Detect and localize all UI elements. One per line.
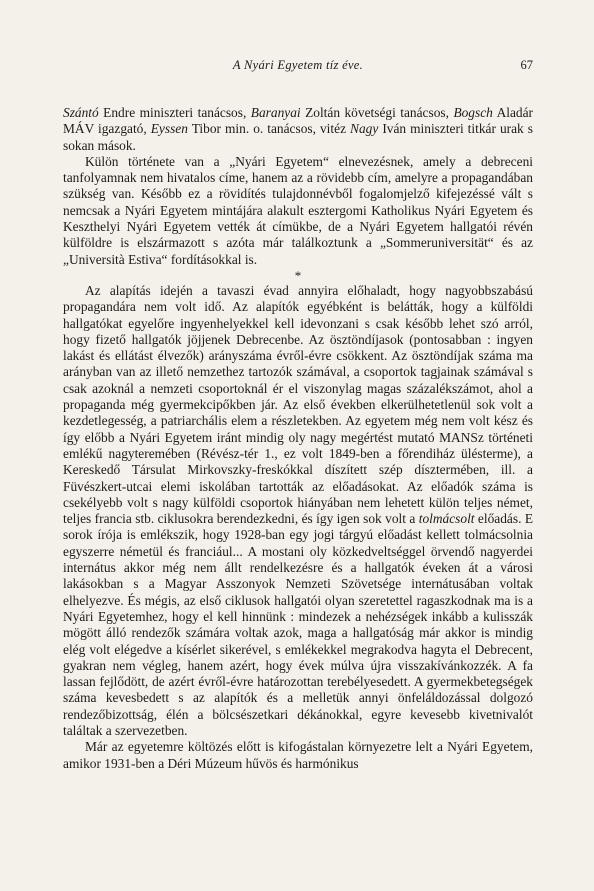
text-segment: Külön története van a „Nyári Egyetem“ elnevezésnek, amely a debreceni tanfolyamnak nem hivatalos címe, hanem az a rövidebb cím, amelyre a propagandában szükség van. Később ez a rövidítés tulajdonnévből fogalomjelző kifejezéssé vált s nemcsak a Nyári Egyetem mintájára alakult esztergomi Katholikus Nyári Egyetem és Keszthelyi Nyári Egyetem vették át címükbe, de a Nyári Egyetem hallgatói révén külföldre is elszármazott s azóta már találkoztunk a „Sommeruniversität“ és az „Università Estiva“ fordításokkal is.	[63, 153, 533, 267]
running-title: A Nyári Egyetem tíz éve.	[232, 58, 364, 72]
italic-name: Baranyai	[250, 105, 301, 120]
text-segment: Tibor min. o. tanácsos, vitéz	[187, 121, 351, 137]
paragraph	[63, 154, 533, 268]
italic-name: tolmácsolt	[418, 511, 475, 527]
section-separator: *	[294, 267, 302, 283]
italic-name: Bogsch	[453, 105, 493, 120]
text-segment: Iván miniszteri titkár urak s sokan mások.	[63, 121, 533, 153]
running-head	[63, 58, 533, 80]
text-segment: Endre miniszteri tanácsos,	[98, 105, 251, 120]
text-segment: Aladár MÁV igazgató,	[63, 105, 534, 137]
text-segment: Zoltán követségi tanácsos,	[300, 105, 454, 120]
paragraph	[63, 283, 533, 739]
body-text	[63, 105, 533, 772]
text-segment: Már az egyetemre költözés előtt is kifogástalan környezetre lelt a Nyári Egyetem, amikor 1931-ben a Déri Múzeum hűvös és harmónikus	[63, 739, 533, 771]
paragraph	[63, 739, 533, 772]
italic-name: Nagy	[350, 121, 379, 137]
italic-name: Eyssen	[150, 121, 188, 137]
paragraph	[63, 105, 533, 154]
text-segment: előadás. E sorok írója is emlékszik, hogy 1928-ban egy jogi tárgyú előadást kellett tolmácsolnia egyszerre németül és franciául... A mostani oly közkedveltséggel örvendő nagyerdei internátus akkor még nem állt rendelkezésre és a hallgatók éveken át a városi lakásokban s a Magyar Asszonyok Nemzeti Szövetsége internátusában voltak elhelyezve. És mégis, az első ciklusok hallgatói olyan szeretettel ragaszkodnak ma is a Nyári Egyetemhez, hogy el kell hinnünk : mindezek a nehézségek inkább a kulisszák mögött álló rendezők számára voltak azok, maga a hallgatóság már akkor is mindig elég volt elégedve a kísérlet sikerével, s emlékekkel megrakodva hagyta el Debrecent, gyakran nem végleg, hanem azért, hogy évek múlva újra visszakívánkozzék. A fa lassan fejlődött, de azért évről-évre határozottan terebélyesedett. A gyermekbetegségek száma kevesbedett s az alapítók és a melletük annyi önfeláldozással dolgozó rendezőbizottság, élén a bölcsészetkari dékánokkal, egyre kevesebb kivetnivalót találtak a szervezetben.	[63, 511, 533, 738]
book-page	[63, 58, 533, 772]
page-number: 67	[520, 58, 533, 72]
text-segment: Az alapítás idején a tavaszi évad annyira előhaladt, hogy nagyobbszabású propagandára nem volt idő. Az alapítók egyébként is belátták, hogy a külföldi hallgatókat egyelőre ingyenhelyekkel kell idevonzani s csak később lehet szó arról, hogy fizető hallgatók jöjjenek Debrecenbe. Az ösztöndíjasok (pontosabban : ingyen lakást és ellátást élvezők) arányszáma évről-évre csökkent. Az ösztöndíjak száma ma arányban van az illető nemzethez tartozók számával, a csoportok tagjainak számával s csak azoknál a nemzeti csoportoknál ér el viszonylag magas százalékszámot, ahol a propaganda még gyermekcipőkben jár. Az első években elkerülhetetlenül sok volt a kezdetlegesség, a patriarchális elem a részletekben. Az egyetem még nem volt kész és így előbb a Nyári Egyetem iránt mindig oly nagy megértést mutató MANSz történeti emlékű nagyteremében (Révész-tér 1., ez volt 1849-ben a főrendiház ülésterme), a Kereskedő Társulat Mirkovszky-freskókkal díszített szép dísztermében, ill. a Füvészkert-utcai elemi iskolában tartották az előadásokat. Az előadók száma is csekélyebb volt s nagy külföldi csoportok hiányában nem lehetett külön teljes német, teljes francia stb. ciklusokra berendezkedni, és így igen sok volt a	[63, 282, 533, 527]
italic-name: Szántó	[63, 105, 99, 120]
